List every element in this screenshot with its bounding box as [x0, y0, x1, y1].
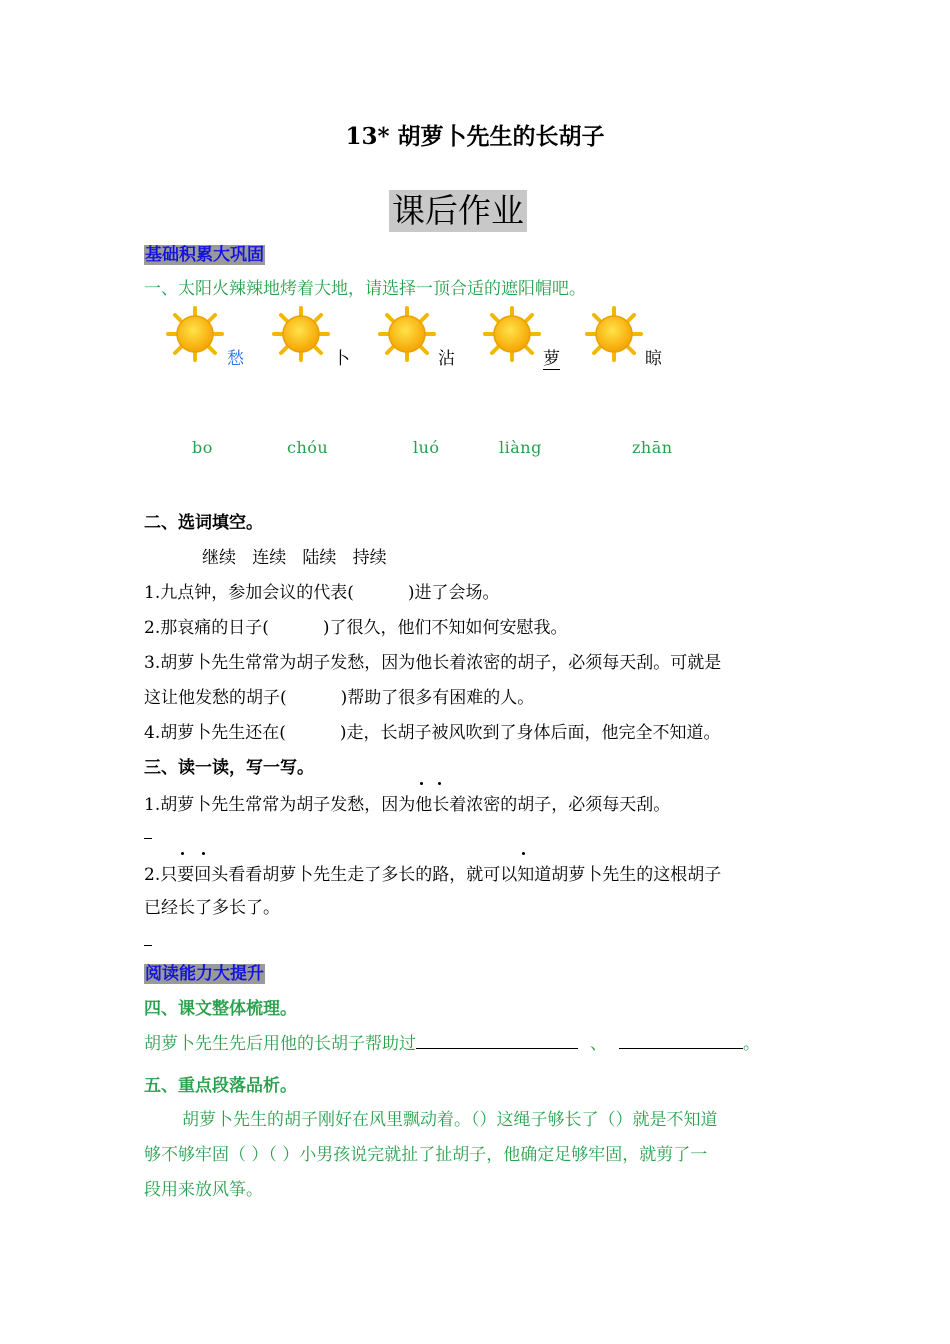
sun-hat-2[interactable]: [272, 306, 330, 366]
question-4-separator: 、: [590, 1034, 607, 1054]
answer-blank-2[interactable]: [619, 1034, 743, 1049]
answer-line-2[interactable]: [144, 945, 152, 946]
question-4-head: 四、课文整体梳理。: [144, 999, 297, 1019]
read-sentence-2b: 已经长了多长了。: [144, 898, 280, 918]
question-4-line: [144, 1029, 760, 1054]
sun-icon: [378, 306, 436, 362]
char-4: 萝: [543, 344, 560, 370]
read-sentence-2a: 2.只要回头看看胡萝卜先生走了多长的路，就可以知道胡萝卜先生的这根胡子: [144, 865, 722, 885]
read-sentence-1: 1.胡萝卜先生常常为胡子发愁，因为他长着浓密的胡子，必须每天刮。: [144, 795, 671, 815]
passage-line-2: 够不够牢固（ ）（ ）小男孩说完就扯了扯胡子，他确定足够牢固，就剪了一: [144, 1145, 708, 1165]
emphasis-dot: [181, 852, 184, 855]
char-2: 卜: [333, 349, 350, 369]
sun-icon: [272, 306, 330, 362]
emphasis-dot: [420, 782, 423, 785]
section-head-basic: 基础积累大巩固: [145, 245, 264, 265]
sun-icon: [483, 306, 541, 362]
pinyin-option-1[interactable]: bo: [192, 438, 213, 457]
passage-line-3: 段用来放风筝。: [144, 1180, 263, 1200]
char-1: 愁: [227, 349, 244, 369]
question-5-head: 五、重点段落品析。: [144, 1076, 297, 1096]
answer-line-1[interactable]: [144, 838, 152, 839]
sun-hat-5[interactable]: [585, 306, 643, 366]
sun-icon: [585, 306, 643, 362]
passage-line-1: 胡萝卜先生的胡子刚好在风里飘动着。（）这绳子够长了（）就是不知道: [182, 1110, 718, 1130]
question-1-prompt: 一、太阳火辣辣地烤着大地，请选择一顶合适的遮阳帽吧。: [144, 279, 586, 299]
homework-banner: 课后作业: [389, 190, 527, 232]
fill-sentence-3b: 这让他发愁的胡子( )帮助了很多有困难的人。: [144, 688, 535, 708]
sun-hat-1[interactable]: [166, 306, 224, 366]
pinyin-option-2[interactable]: chóu: [287, 438, 329, 457]
fill-sentence-2: 2.那哀痛的日子( )了很久，他们不知如何安慰我。: [144, 618, 568, 638]
emphasis-dot: [202, 852, 205, 855]
pinyin-option-4[interactable]: liàng: [499, 438, 542, 457]
fill-sentence-4: 4.胡萝卜先生还在( )走，长胡子被风吹到了身体后面，他完全不知道。: [144, 723, 721, 743]
page-title: 13* 胡萝卜先生的长胡子: [345, 123, 605, 150]
emphasis-dot: [522, 852, 525, 855]
pinyin-option-5[interactable]: zhān: [632, 438, 673, 457]
fill-sentence-3a: 3.胡萝卜先生常常为胡子发愁，因为他长着浓密的胡子，必须每天刮。可就是: [144, 653, 722, 673]
word-choices: 继续 连续 陆续 持续: [202, 548, 387, 568]
question-4-prefix: 胡萝卜先生先后用他的长胡子帮助过: [144, 1034, 416, 1054]
question-4-end: 。: [743, 1034, 760, 1054]
answer-blank-1[interactable]: [416, 1034, 578, 1049]
emphasis-dot: [438, 782, 441, 785]
sun-icon: [166, 306, 224, 362]
pinyin-option-3[interactable]: luó: [413, 438, 440, 457]
sun-hat-4[interactable]: [483, 306, 541, 366]
fill-sentence-1: 1.九点钟，参加会议的代表( )进了会场。: [144, 583, 500, 603]
question-2-head: 二、选词填空。: [144, 513, 263, 533]
char-3: 沾: [438, 349, 455, 369]
char-5: 晾: [645, 349, 662, 369]
sun-hat-3[interactable]: [378, 306, 436, 366]
section-head-reading: 阅读能力大提升: [145, 964, 264, 984]
question-3-head: 三、读一读，写一写。: [144, 758, 314, 778]
